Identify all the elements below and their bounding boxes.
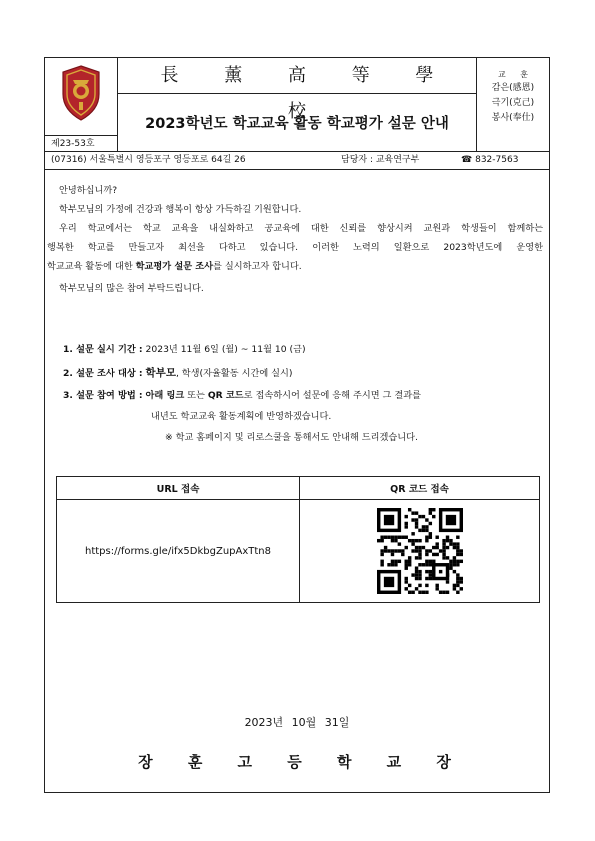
paragraph-text: 학교교육 활동에 대한	[47, 261, 136, 272]
wish-line: 학부모님의 가정에 건강과 행복이 항상 가득하길 기원합니다.	[59, 204, 302, 215]
request-line: 학부모님의 많은 참여 부탁드립니다.	[59, 283, 204, 294]
motto-item: 극기(克己)	[491, 98, 535, 108]
target-rest: , 학생(자율활동 시간에 실시)	[175, 368, 293, 379]
greeting: 안녕하십니까?	[59, 185, 118, 196]
method-note: ※ 학교 홈페이지 및 리로스쿨을 통해서도 안내해 드리겠습니다.	[165, 432, 418, 443]
period-value: 2023년 11월 6일 (월) ~ 11월 10 (금)	[145, 344, 306, 355]
motto-item: 봉사(奉仕)	[491, 113, 535, 123]
survey-url-cell	[57, 500, 300, 603]
qr-cell	[300, 500, 540, 603]
survey-method	[63, 386, 421, 406]
method-text: 또는	[184, 390, 208, 401]
logo-cell	[45, 58, 118, 151]
school-address: (07316) 서울특별시 영등포구 영등포로 64길 26	[51, 155, 246, 165]
manager-info: 담당자 : 교육연구부	[341, 155, 420, 165]
survey-url-link[interactable]: https://forms.gle/ifx5DkbgZupAxTtn8	[85, 545, 271, 557]
document-title: 2023학년도 학교교육 활동 학교평가 설문 안내	[145, 116, 449, 132]
signature: 장 훈 고 등 학 교 장	[138, 753, 466, 771]
document-header	[45, 58, 549, 151]
method-label: 3. 설문 참여 방법 :	[63, 390, 143, 401]
school-motto	[476, 58, 549, 151]
document-frame	[44, 57, 550, 793]
phone-number: 832-7563	[475, 155, 519, 165]
period-label: 1. 설문 실시 기간 :	[63, 344, 143, 355]
motto-item: 감은(感恩)	[491, 83, 535, 93]
school-emblem-icon	[59, 64, 103, 122]
paragraph-line: 우리 학교에서는 학교 교육을 내실화하고 공교육에 대한 신뢰를 향상시켜 교원과 학생들이 함께하는	[59, 223, 543, 234]
target-label: 2. 설문 조사 대상 :	[63, 368, 143, 379]
survey-target	[63, 363, 292, 383]
survey-period	[63, 340, 306, 360]
method-text: 로 접속하시어 설문에 응해 주시면 그 결과를	[243, 390, 421, 401]
qr-header: QR 코드 접속	[300, 477, 540, 500]
survey-highlight: 학교평가 설문 조사	[135, 261, 214, 272]
access-table	[56, 476, 540, 603]
document-number: 제23-53호	[45, 135, 117, 151]
motto-title: 교 훈	[498, 70, 534, 79]
phone-info	[461, 152, 518, 169]
qr-code-icon[interactable]	[377, 508, 463, 594]
method-qr-highlight: QR 코드	[207, 390, 244, 401]
phone-icon: ☎	[461, 155, 473, 165]
paragraph-text: 를 실시하고자 합니다.	[213, 261, 302, 272]
document-date: 2023년 10월 31일	[244, 716, 350, 729]
paragraph-line	[47, 257, 531, 277]
method-link-highlight: 아래 링크	[145, 390, 185, 401]
method-line2: 내년도 학교교육 활동계획에 반영하겠습니다.	[151, 411, 332, 422]
url-header: URL 접속	[57, 477, 300, 500]
paragraph-line: 행복한 학교를 만들고자 최선을 다하고 있습니다. 이러한 노력의 일환으로 2023학년도에 운영한	[47, 242, 543, 253]
school-name: 長 薰 高 等 學 校	[118, 58, 476, 94]
contact-info-row	[45, 151, 549, 170]
target-bold: 학부모	[145, 367, 176, 379]
